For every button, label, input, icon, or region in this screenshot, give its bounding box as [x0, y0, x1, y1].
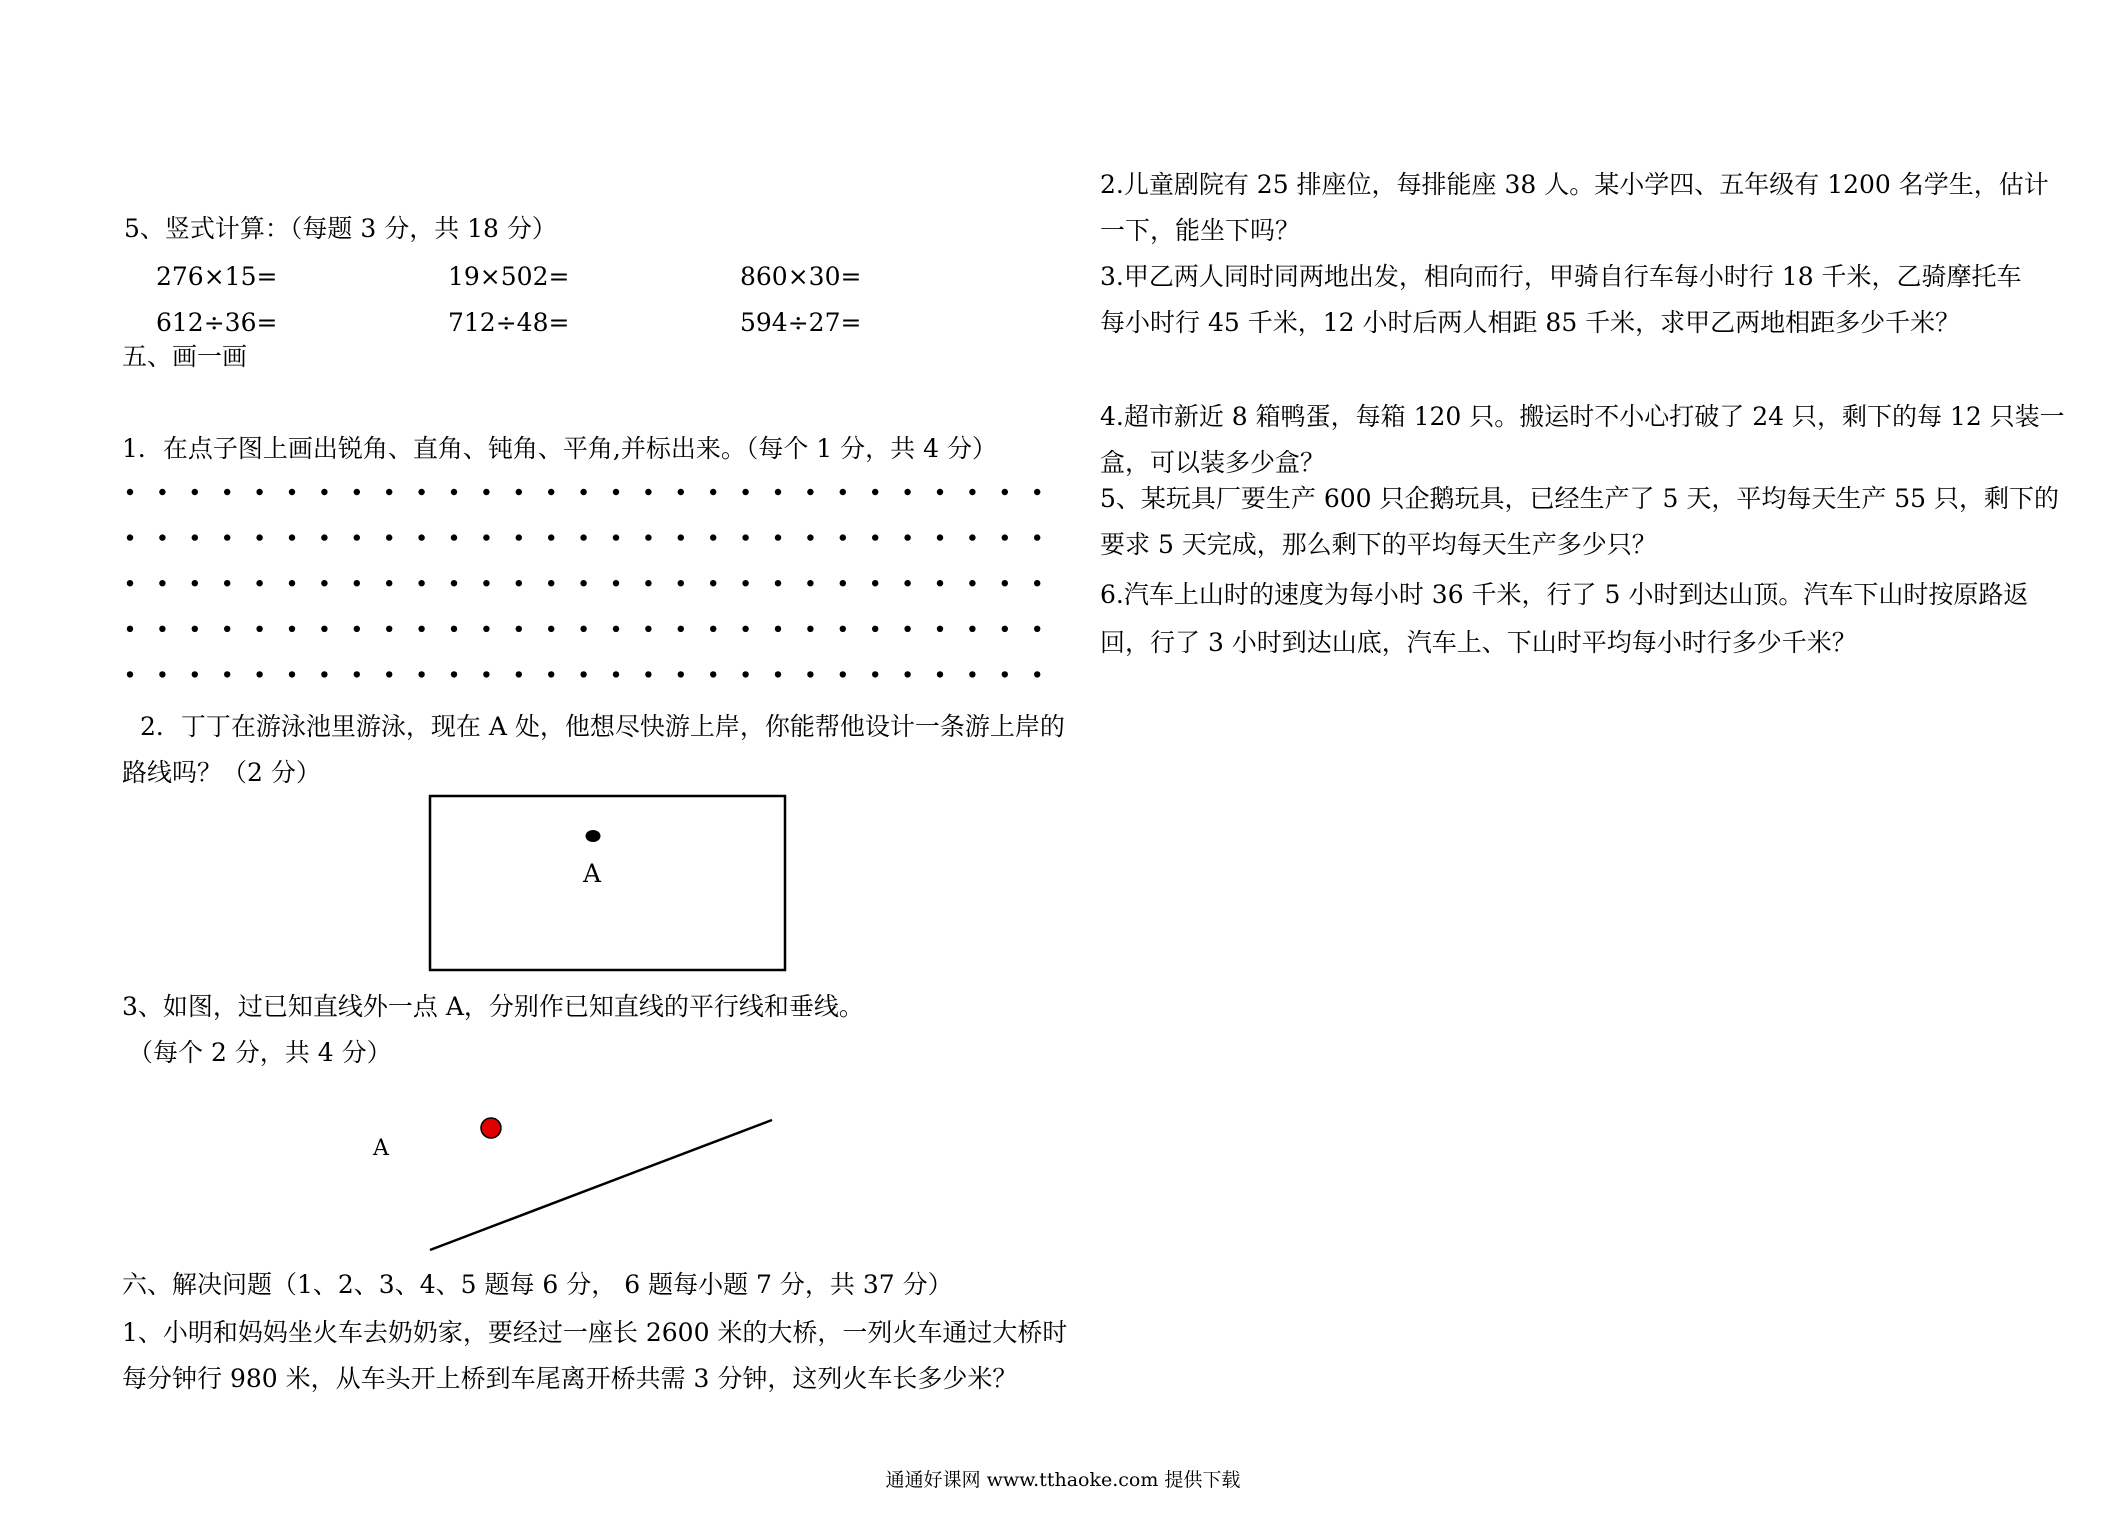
swimming-pool-rect[interactable]	[430, 796, 785, 970]
calc-5: 712÷48=	[448, 308, 570, 337]
q5-title: 5、竖式计算：（每题 3 分，共 18 分）	[124, 214, 557, 243]
calc-3: 860×30=	[740, 262, 862, 291]
problem-4-line2: 盒，可以装多少盒？	[1100, 448, 1326, 477]
problem-5-line2: 要求 5 天完成，那么剩下的平均每天生产多少只？	[1100, 530, 1657, 559]
problem-3-line2: 每小时行 45 千米，12 小时后两人相距 85 千米，求甲乙两地相距多少千米？	[1100, 308, 1961, 337]
calc-2: 19×502=	[448, 262, 570, 291]
line-point-label: A	[373, 1136, 389, 1161]
section-5-title: 五、画一画	[122, 342, 248, 371]
draw-q3-line2: （每个 2 分，共 4 分）	[128, 1038, 392, 1067]
section-6-title: 六、解决问题（1、2、3、4、5 题每 6 分， 6 题每小题 7 分，共 37 分）	[122, 1270, 953, 1299]
problem-6-line2: 回，行了 3 小时到达山底，汽车上、下山时平均每小时行多少千米？	[1100, 628, 1857, 657]
problem-4-line1: 4.超市新近 8 箱鸭蛋，每箱 120 只。搬运时不小心打破了 24 只，剩下的每 12 只装一	[1100, 402, 2065, 431]
problem-5-line1: 5、某玩具厂要生产 600 只企鹅玩具，已经生产了 5 天，平均每天生产 55 只，剩下的	[1100, 484, 2060, 513]
given-point-a[interactable]	[481, 1118, 501, 1138]
given-straight-line[interactable]	[430, 1120, 772, 1250]
problem-1-line2: 每分钟行 980 米，从车头开上桥到车尾离开桥共需 3 分钟，这列火车长多少米？	[122, 1364, 1018, 1393]
footer-source: 通通好课网 www.tthaoke.com 提供下载	[885, 1469, 1241, 1491]
calc-6: 594÷27=	[740, 308, 862, 337]
calc-1: 276×15=	[156, 262, 278, 291]
draw-q2-line2: 路线吗？（2 分）	[122, 758, 321, 787]
problem-2-line1: 2.儿童剧院有 25 排座位，每排能座 38 人。某小学四、五年级有 1200 名学生，估计	[1100, 170, 2049, 199]
draw-q3-line1: 3、如图，过已知直线外一点 A，分别作已知直线的平行线和垂线。	[122, 992, 864, 1021]
pool-point-label: A	[582, 859, 602, 888]
problem-3-line1: 3.甲乙两人同时同两地出发，相向而行，甲骑自行车每小时行 18 千米，乙骑摩托车	[1100, 262, 2022, 291]
pool-point-a[interactable]	[586, 830, 601, 842]
draw-q1: 1．在点子图上画出锐角、直角、钝角、平角,并标出来。（每个 1 分，共 4 分）	[122, 434, 997, 463]
draw-q2-line1: 2．丁丁在游泳池里游泳，现在 A 处，他想尽快游上岸，你能帮他设计一条游上岸的	[140, 712, 1065, 741]
problem-2-line2: 一下，能坐下吗？	[1100, 216, 1301, 245]
calc-4: 612÷36=	[156, 308, 278, 337]
problem-1-line1: 1、小明和妈妈坐火车去奶奶家，要经过一座长 2600 米的大桥，一列火车通过大桥时	[122, 1318, 1068, 1347]
problem-6-line1: 6.汽车上山时的速度为每小时 36 千米，行了 5 小时到达山顶。汽车下山时按原路返	[1100, 580, 2029, 609]
